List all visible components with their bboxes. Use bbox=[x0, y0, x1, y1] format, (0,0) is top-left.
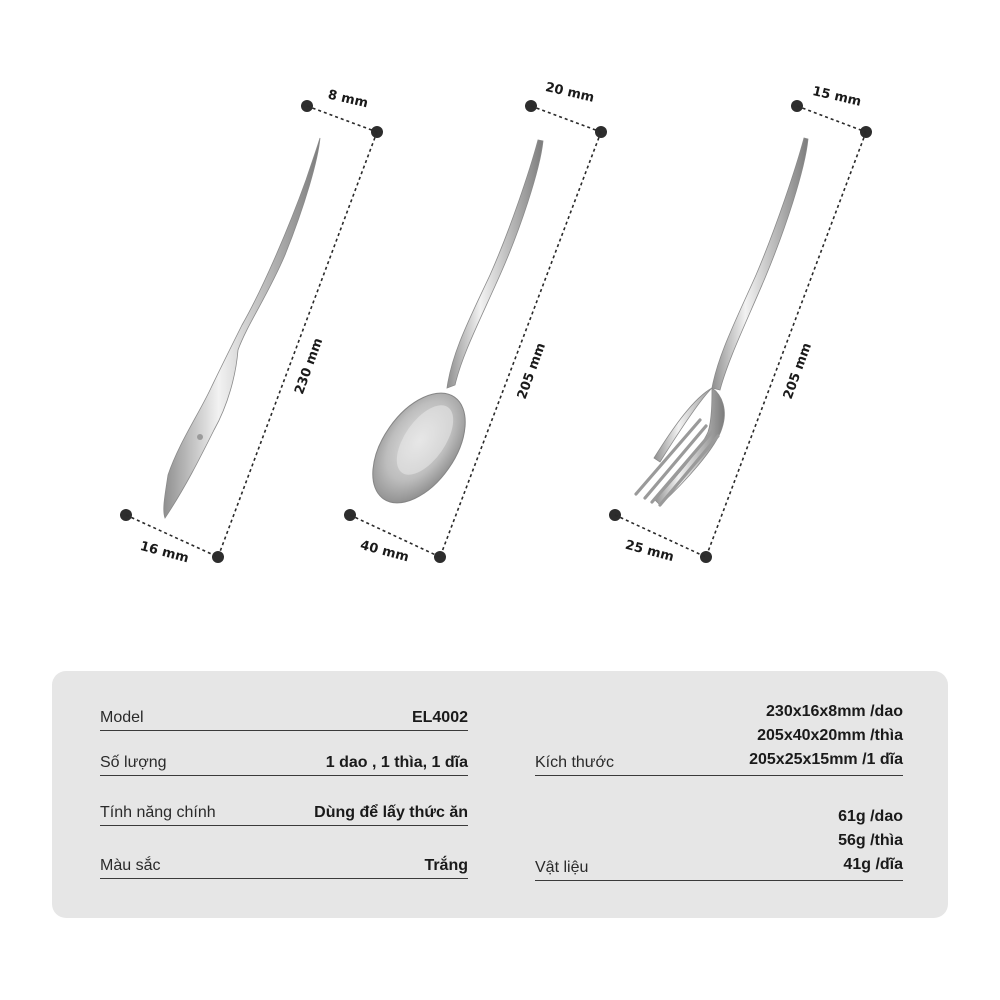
spec-value-color: Trắng bbox=[424, 857, 468, 874]
spec-value-material-fork: 41g /dĩa bbox=[843, 856, 903, 873]
spoon-group bbox=[344, 80, 607, 565]
spec-value-quantity: 1 dao , 1 thìa, 1 dĩa bbox=[325, 754, 468, 771]
knife-length-dimension-line bbox=[218, 132, 377, 557]
spec-label-feature: Tính năng chính bbox=[100, 804, 216, 821]
spoon-top-dimension-line bbox=[531, 106, 601, 132]
spec-row-size bbox=[535, 697, 903, 776]
spec-value-size-fork: 205x25x15mm /1 dĩa bbox=[749, 751, 903, 768]
spoon-bottom-dot-right bbox=[434, 551, 446, 563]
spec-label-size: Kích thước bbox=[535, 754, 615, 771]
spec-value-size-knife: 230x16x8mm /dao bbox=[766, 703, 903, 720]
spoon-length-dimension-label: 205 mm bbox=[514, 341, 549, 402]
spec-label-material: Vật liệu bbox=[535, 859, 589, 876]
fork-bottom-dimension-label: 25 mm bbox=[623, 537, 676, 566]
knife-group bbox=[120, 88, 383, 567]
spec-row-color bbox=[100, 849, 468, 879]
fork-group bbox=[609, 84, 872, 565]
spec-row-feature bbox=[100, 796, 468, 826]
spec-label-quantity: Số lượng bbox=[100, 754, 167, 771]
spec-value-size-spoon: 205x40x20mm /thìa bbox=[757, 727, 903, 744]
spec-values-size bbox=[749, 700, 903, 772]
knife-bottom-dimension-label: 16 mm bbox=[138, 539, 191, 567]
spoon-bottom-dimension-label: 40 mm bbox=[358, 537, 411, 566]
knife-bottom-dot-right bbox=[212, 551, 224, 563]
fork-bottom-dot-right bbox=[700, 551, 712, 563]
spec-value-model: EL4002 bbox=[411, 709, 468, 726]
spec-value-material-knife: 61g /dao bbox=[838, 808, 903, 825]
knife-top-dimension-label: 8 mm bbox=[326, 87, 370, 112]
spec-values-material bbox=[838, 805, 903, 877]
fork-top-dimension-line bbox=[797, 106, 866, 132]
knife-image bbox=[164, 138, 320, 518]
knife-length-dimension-label: 230 mm bbox=[292, 336, 327, 397]
spec-label-model: Model bbox=[100, 709, 144, 726]
knife-logo-icon bbox=[197, 434, 203, 440]
spec-row-quantity bbox=[100, 746, 468, 776]
specifications-panel bbox=[52, 671, 948, 918]
spec-value-material-spoon: 56g /thìa bbox=[838, 832, 903, 849]
spec-row-model bbox=[100, 701, 468, 731]
spec-row-material bbox=[535, 799, 903, 881]
knife-top-dimension-line bbox=[307, 106, 377, 132]
fork-top-dimension-label: 15 mm bbox=[810, 84, 863, 110]
spoon-top-dimension-label: 20 mm bbox=[543, 80, 596, 106]
spoon-handle-image bbox=[447, 140, 543, 388]
fork-length-dimension-label: 205 mm bbox=[780, 341, 815, 402]
spec-value-feature: Dùng để lấy thức ăn bbox=[314, 804, 468, 821]
spec-label-color: Màu sắc bbox=[100, 857, 161, 874]
fork-handle-image bbox=[712, 138, 808, 390]
